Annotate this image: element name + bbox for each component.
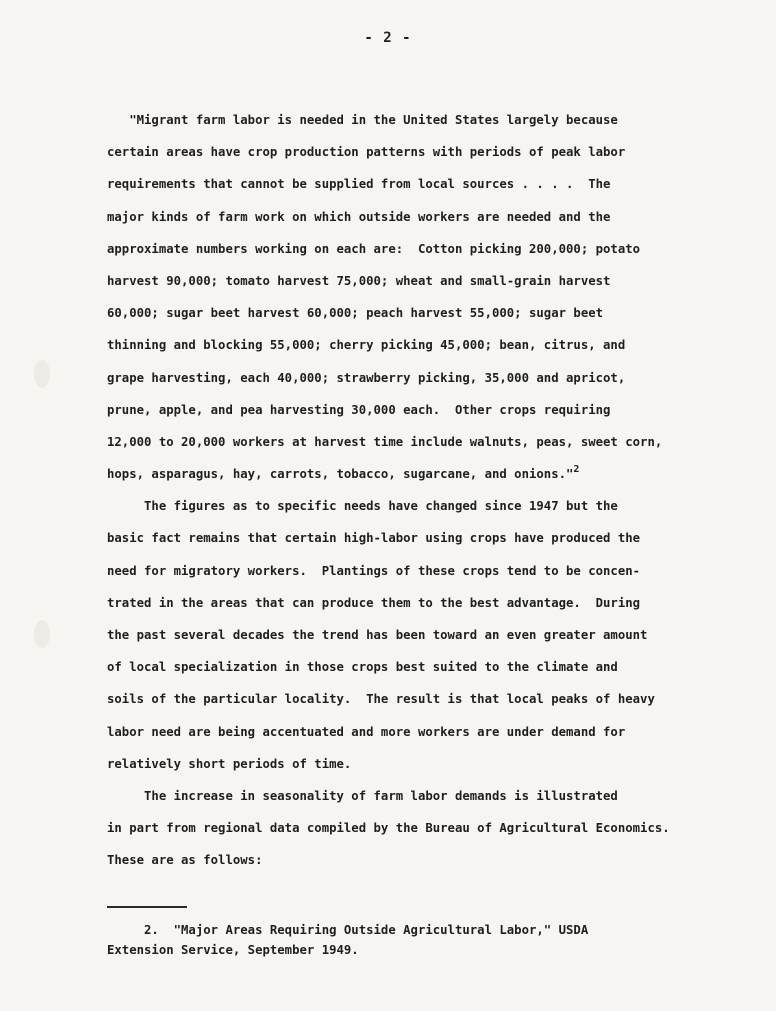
page-number: - 2 -	[364, 30, 412, 46]
text-line	[107, 458, 707, 490]
text-line: grape harvesting, each 40,000; strawberry picking, 35,000 and apricot,	[107, 370, 626, 385]
text-line: harvest 90,000; tomato harvest 75,000; wheat and small-grain harvest	[107, 273, 611, 288]
footnote-line: 2. "Major Areas Requiring Outside Agricultural Labor," USDA	[107, 923, 589, 937]
footnote-marker: 2	[573, 464, 580, 476]
text-line: prune, apple, and pea harvesting 30,000 each. Other crops requiring	[107, 402, 611, 417]
footnote-rule	[107, 906, 187, 908]
text-line: approximate numbers working on each are: Cotton picking 200,000; potato	[107, 241, 641, 256]
paragraph-specific-needs	[107, 490, 707, 780]
text-line: 60,000; sugar beet harvest 60,000; peach harvest 55,000; sugar beet	[107, 306, 604, 321]
text-line: in part from regional data compiled by the Bureau of Agricultural Economics.	[107, 821, 670, 836]
footnote	[107, 920, 707, 960]
text-line: These are as follows:	[107, 853, 263, 868]
text-line: labor need are being accentuated and more workers are under demand for	[107, 724, 626, 739]
text-line: certain areas have crop production patterns with periods of peak labor	[107, 145, 626, 160]
text-line: requirements that cannot be supplied from local sources . . . . The	[107, 177, 611, 192]
paragraph-quotation	[107, 104, 707, 490]
text-line: "Migrant farm labor is needed in the United States largely because	[107, 113, 618, 127]
text-line: major kinds of farm work on which outside workers are needed and the	[107, 209, 611, 224]
punch-hole-mark	[34, 360, 50, 388]
text-line: 12,000 to 20,000 workers at harvest time include walnuts, peas, sweet corn,	[107, 434, 663, 449]
text-line: the past several decades the trend has been toward an even greater amount	[107, 628, 648, 642]
footnote-line: Extension Service, September 1949.	[107, 943, 359, 957]
text-line: of local specialization in those crops best suited to the climate and	[107, 660, 618, 675]
text-line: thinning and blocking 55,000; cherry picking 45,000; bean, citrus, and	[107, 338, 626, 353]
text-line: soils of the particular locality. The result is that local peaks of heavy	[107, 692, 655, 707]
text-line: The figures as to specific needs have changed since 1947 but the	[107, 499, 618, 514]
text-line: need for migratory workers. Plantings of these crops tend to be concen-	[107, 563, 641, 578]
paragraph-seasonality	[107, 780, 707, 877]
text-line: The increase in seasonality of farm labor demands is illustrated	[107, 788, 618, 803]
punch-hole-mark	[34, 620, 50, 648]
text-line-content: hops, asparagus, hay, carrots, tobacco, sugarcane, and onions."	[107, 467, 574, 482]
text-line: basic fact remains that certain high-labor using crops have produced the	[107, 531, 641, 546]
text-line: trated in the areas that can produce them to the best advantage. During	[107, 595, 641, 610]
text-line: relatively short periods of time.	[107, 756, 352, 771]
body-text	[107, 104, 707, 877]
